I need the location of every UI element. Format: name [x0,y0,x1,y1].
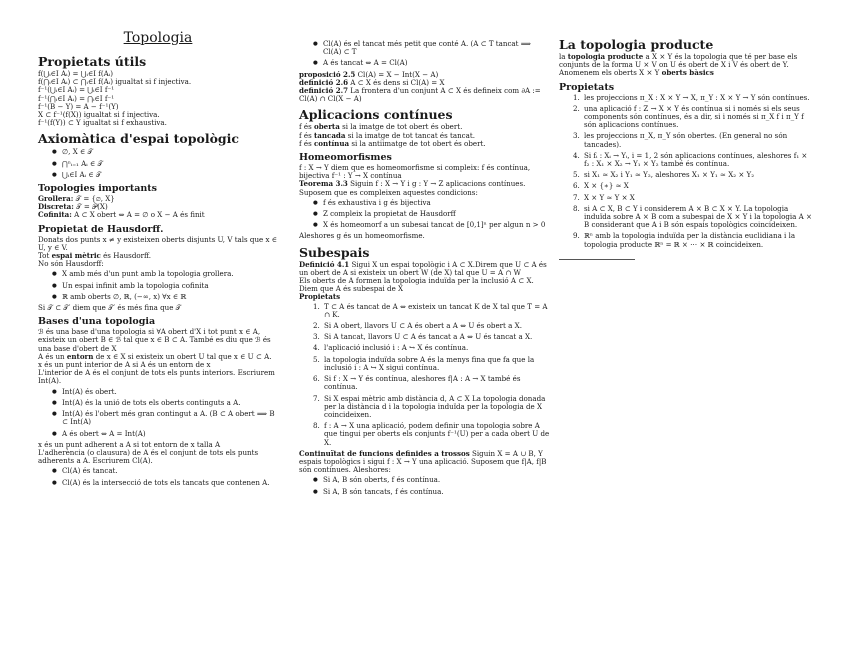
list-item: Si fᵢ : Xᵢ → Yᵢ, i = 1, 2 són aplicacions contínues, aleshores f₁ × f₂ : X₁ × X₂ → Y₁ × Y₂ també és contínua. [584,150,808,169]
list-item: ● Cl(A) és la intersecció de tots els tancats que contenen A. [52,479,278,487]
subspace-properties [299,303,550,447]
term: espai mètric [51,251,101,261]
paragraph: ℬ és una base d'una topologia si ∀A obert d'X i tot punt x ∈ A, existeix un obert B ∈ ℬ tal que x ∈ B ⊂ A. També es diu que ℬ és una base d'obert de X [38,327,271,353]
paragraph: Els oberts de A formen la topologia induïda per la inclusió A ⊂ X. Diem que A és subespai de X [299,276,534,294]
footnote-divider [559,259,635,260]
definition-line [299,87,550,103]
axiom-list [38,148,278,179]
text-run: si la imatge de tot tancat és tancat. [345,130,475,140]
section-title-propietats: Propietats útils [38,54,147,69]
text-run: Sigui X un espai topològic i A ⊂ X.Direm que U ⊂ A és un obert de A si existeix un obert W (de X) tal que U = A ∩ W [299,259,547,277]
definition-text: La frontera d'un conjunt A ⊂ X és defineix com ∂A := Cl(A) ∩ Cl(X − A) [299,86,541,104]
definition-line [38,211,278,219]
section-title-axiomatica: Axiomàtica d'espai topològic [38,131,240,147]
text-run: A és un [38,351,67,361]
formula-line: f(⋃ᵢ∈I Aᵢ) = ⋃ᵢ∈I f(Aᵢ) [38,69,113,78]
paragraph [559,53,814,78]
list-item: si A ⊂ X, B ⊂ Y i considerem A × B ⊂ X × Y. La topologia induïda sobre A × B com a subespai de X × Y i la topologia A × B considerant que A i B són espais topològics coincideixen. [584,203,812,230]
list-item: ● Int(A) és l'obert més gran contingut a A. (B ⊂ A obert ⟹ B ⊂ Int(A) [52,410,278,426]
term: topologia producte [567,52,644,61]
interior-list [38,388,278,438]
list-item: f : A → X una aplicació, podem definir una topologia sobre A que tingui per oberts els conjunts f⁻¹(U) per a cada obert U de X. [324,421,550,447]
paragraph: f : X → Y diem que es homeomorfisme si compleix: f és contínua, bijectiva f⁻¹ : Y → X contínua [299,163,531,181]
subsection-title-homeomorfismes: Homeomorfismes [299,152,392,164]
subsection-title-topologies: Topologies importants [38,183,158,195]
text-run: és Hausdorff. [100,251,152,261]
text-run: Tot [38,251,52,261]
list-item: ● f és exhaustiva i g és bijectiva [313,199,550,207]
continuity-list [299,476,550,495]
text-run: f és [299,122,314,132]
list-item: Si X espai mètric amb distància d, A ⊂ X La topologia donada per la distància d i la topologia induïda per la topologia de X coincideixen. [324,393,546,419]
column-2 [299,38,550,499]
definition-text: A ⊂ X obert ⇔ A = ∅ o X − A és finit [71,210,205,220]
definition [299,261,550,277]
list-item: les projeccions π_X, π_Y són obertes. (En general no són tancades). [584,131,788,149]
list-item: ℝⁿ amb la topologia induïda per la distància euclidiana i la topologia producte ℝⁿ = ℝ × ⋯ × ℝ coincideixen. [584,231,796,249]
text-run: de x ∈ X si existeix un obert U tal que x ∈ U ⊂ A. [93,351,272,361]
term: definició 2.6 [299,77,349,87]
formula-line: f⁻¹(B − Y) = A − f⁻¹(Y) [38,101,119,111]
text-run: f és [299,130,314,140]
non-hausdorff-list [38,270,278,301]
term: oberts bàsics [661,68,714,78]
paragraph: Aleshores g és un homeomorfisme. [299,231,425,241]
term: Teorema 3.3 [299,179,348,189]
list-item: l'aplicació inclusió i : A ↪ X és contínua. [324,343,469,353]
list-item: ● Si A, B són tancats, f és contínua. [313,488,550,496]
term: Discreta: [38,202,74,212]
list-item: ● ℝ amb oberts ∅, ℝ, (−∞, x) ∀x ∈ ℝ [52,293,278,301]
definition-text: 𝒯 = 𝒫(X) [73,202,108,212]
list-item: ● A és tancat ⇔ A = Cl(A) [313,59,550,67]
paragraph [299,450,550,475]
product-properties [559,94,814,249]
term: tancada [313,130,346,140]
formula-line: f⁻¹(⋃ᵢ∈I Aᵢ) = ⋃ᵢ∈I f⁻¹ [38,85,115,95]
list-item: X × {∗} ≃ X [584,181,629,191]
list-item: ● Si A, B són oberts, f és contínua. [313,476,550,484]
definition-text: A ⊂ X és dens si Cl(A) = X [348,77,445,87]
term: Cofinita: [38,210,72,220]
list-item: ● ⋂ⁿᵢ₌₁ Aᵢ ∈ 𝒯 [52,160,278,168]
text-run: a X × Y és la topologia que té per base els conjunts de la forma U × V on U és obert de X i V és obert de Y. Anomenem els oberts X × Y [559,52,798,78]
definition-text: 𝒯 = {∅, X} [73,194,115,204]
list-item: ● X és homeomorf a un subesai tancat de [0,1]ⁿ per algun n > 0 [313,221,550,229]
list-item: T ⊂ A és tancat de A ⇔ existeix un tancat K de X tal que T = A ∩ K. [324,301,548,319]
formula-line: f⁻¹(⋂ᵢ∈I Aᵢ) = ⋂ᵢ∈I f⁻¹ [38,93,115,103]
term: contínua [313,138,350,148]
list-item: ● Cl(A) és tancat. [52,467,278,475]
formula-line: f⁻¹(f(Y)) ⊂ Y igualtat si f exhaustiva. [38,118,167,128]
list-item: la topologia induïda sobre A és la menys fina que fa que la inclusió i : A ↪ X sigui contínua. [324,354,535,372]
section-title-subespais: Subespais [299,244,370,260]
list-item: X × Y ≃ Y × X [584,192,635,202]
text-run: Siguin f : X → Y i g : Y → Z aplicacions contínues. Suposem que es compleixen aquestes condicions: [299,179,526,197]
formula-line: X ⊂ f⁻¹(f(X)) igualtat si f injectiva. [38,110,160,120]
list-item: ● Un espai infinit amb la topologia cofinita [52,282,278,290]
paragraph: L'interior de A és el conjunt de tots els punts interiors. Escriurem Int(A). [38,368,275,386]
column-3 [559,38,814,260]
list-item: Si A obert, llavors U ⊂ A és obert a A ⇔ U és obert a X. [324,321,522,331]
text-run: Siguin X = A ∪ B, Y espais topològics i sigui f : X → Y una aplicació. Suposem que f|A, f|B són contínues. Aleshores: [299,448,547,475]
definition-text: Cl(A) = X − Int(X − A) [355,69,439,79]
list-item: ● ∅, X ∈ 𝒯 [52,148,278,156]
paragraph: Donats dos punts x ≠ y existeixen oberts disjunts U, V tals que x ∈ U, y ∈ V. [38,234,278,252]
list-item: si X₁ ≃ X₂ i Y₁ ≃ Y₂, aleshores X₁ × Y₁ ≃ X₂ × Y₂ [584,170,755,180]
text-run: si la imatge de tot obert és obert. [339,122,463,132]
paragraph: L'adherència (o clausura) de A és el conjunt de tots els punts adherents a A. Escriurem Cl(A). [38,447,259,466]
paragraph: Si 𝒯 ⊂ 𝒯′ diem que 𝒯′ és més fina que 𝒯 [38,303,182,313]
text-run: la [559,52,568,61]
term: proposició 2.5 [299,69,356,79]
list-item: ● ⋃ᵢ∈I Aᵢ ∈ 𝒯 [52,171,278,179]
section-title-producte: La topologia producte [559,37,714,52]
section-title-aplicacions: Aplicacions contínues [299,107,453,123]
list-item: Si f : X → Y és contínua, aleshores f|A : A → X també és contínua. [324,374,521,392]
list-item: una aplicació f : Z → X × Y és contínua si i només si els seus components són contínues, és a dir, si i només si π_X f i π_Y f són aplicacions contínues. [584,103,804,130]
term: entorn [66,351,94,361]
document-title: Topologia [123,30,193,46]
formula-line: f(⋂ᵢ∈I Aᵢ) ⊂ ⋂ᵢ∈I f(Aᵢ) igualtat si f injectiva. [38,77,192,87]
list-item: ● Int(A) és obert. [52,388,278,396]
closure-list-continued [299,40,550,68]
list-item: ● Z compleix la propietat de Hausdorff [313,210,550,218]
subsection-title-bases: Bases d'una topologia [38,316,156,328]
paragraph: No són Hausdorff: [38,259,104,269]
text-run: f és [299,138,314,148]
term: Definició 4.1 [299,259,350,269]
definition-line [299,140,550,148]
term: definició 2.7 [299,86,349,96]
list-item: ● Cl(A) és el tancat més petit que conté A. (A ⊂ T tancat ⟹ Cl(A) ⊂ T [313,40,550,56]
list-item: ● A és obert ⇔ A = Int(A) [52,430,278,438]
list-item: ● Int(A) és la unió de tots els oberts continguts a A. [52,399,278,407]
term: Grollera: [38,194,74,204]
subsection-title-hausdorff: Propietat de Hausdorff. [38,223,164,235]
column-1 [38,30,278,490]
term: Continuïtat de funcions definides a trossos [299,448,470,458]
list-item: les projeccions π_X : X × Y → X, π_Y : X × Y → Y són contínues. [584,92,810,102]
closure-list [38,467,278,486]
list-item: ● X amb més d'un punt amb la topologia grollera. [52,270,278,278]
text-run: si la antiimatge de tot obert és obert. [349,138,486,148]
theorem [299,180,550,196]
paragraph: x és un punt adherent a A si tot entorn de x talla A [38,439,221,449]
properties-label: Propietats [299,292,341,302]
subsection-title-propietats: Propietats [559,81,615,93]
paragraph: x és un punt interior de A si A és un entorn de x [38,360,211,370]
list-item: Si A tancat, llavors U ⊂ A és tancat a A ⇔ U és tancat a X. [324,332,533,342]
term: oberta [313,122,340,132]
theorem-conditions [299,199,550,230]
